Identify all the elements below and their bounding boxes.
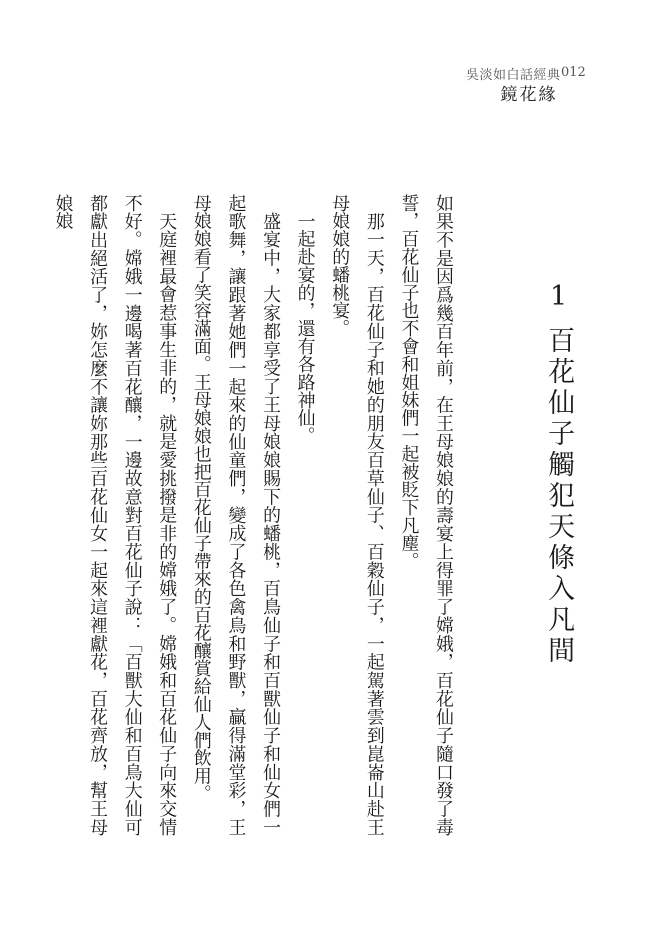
running-header — [0, 64, 663, 124]
paragraph: 天庭裡最會惹事生非的，就是愛挑撥是非的嫦娥了。嫦娥和百花仙子向來交情不好。嫦娥一邊喝著百花釀，一邊故意對百花仙子說：「百獸大仙和百鳥大仙可都獻出絕活了，妳怎麼不讓妳那些百花仙女一起來這裡獻花，百花齊放，幫王母娘娘 — [52, 194, 178, 836]
series-title: 吳淡如白話經典 — [466, 68, 561, 83]
chapter-heading — [528, 283, 588, 667]
paragraph: 盛宴中，大家都享受了王母娘娘賜下的蟠桃，百鳥仙子和百獸仙子和仙女們一起歌舞，讓跟著她們一起來的仙童們，變成了各色禽鳥和野獸，贏得滿堂彩，王母娘娘看了笑容滿面。王母娘娘也把百花仙子帶來的百花釀賞給仙人們飲用。 — [190, 194, 282, 836]
chapter-number: 1 — [549, 283, 568, 310]
book-title: 鏡花緣 — [500, 85, 558, 105]
paragraph: 那一天，百花仙子和她的朋友百草仙子、百穀仙子，一起駕著雲到崑崙山赴王母娘娘的蟠桃宴。 — [329, 194, 385, 836]
page-number: 012 — [561, 65, 586, 80]
body-text — [52, 194, 460, 836]
chapter-title: 百花仙子觸犯天條入凡間 — [543, 326, 575, 667]
paragraph: 如果不是因爲幾百年前，在王母娘娘的壽宴上得罪了嫦娥，百花仙子隨口發了毒誓，百花仙子也不會和姐妹們一起被貶下凡塵。 — [398, 194, 454, 836]
paragraph: 一起赴宴的，還有各路神仙。 — [294, 211, 316, 445]
